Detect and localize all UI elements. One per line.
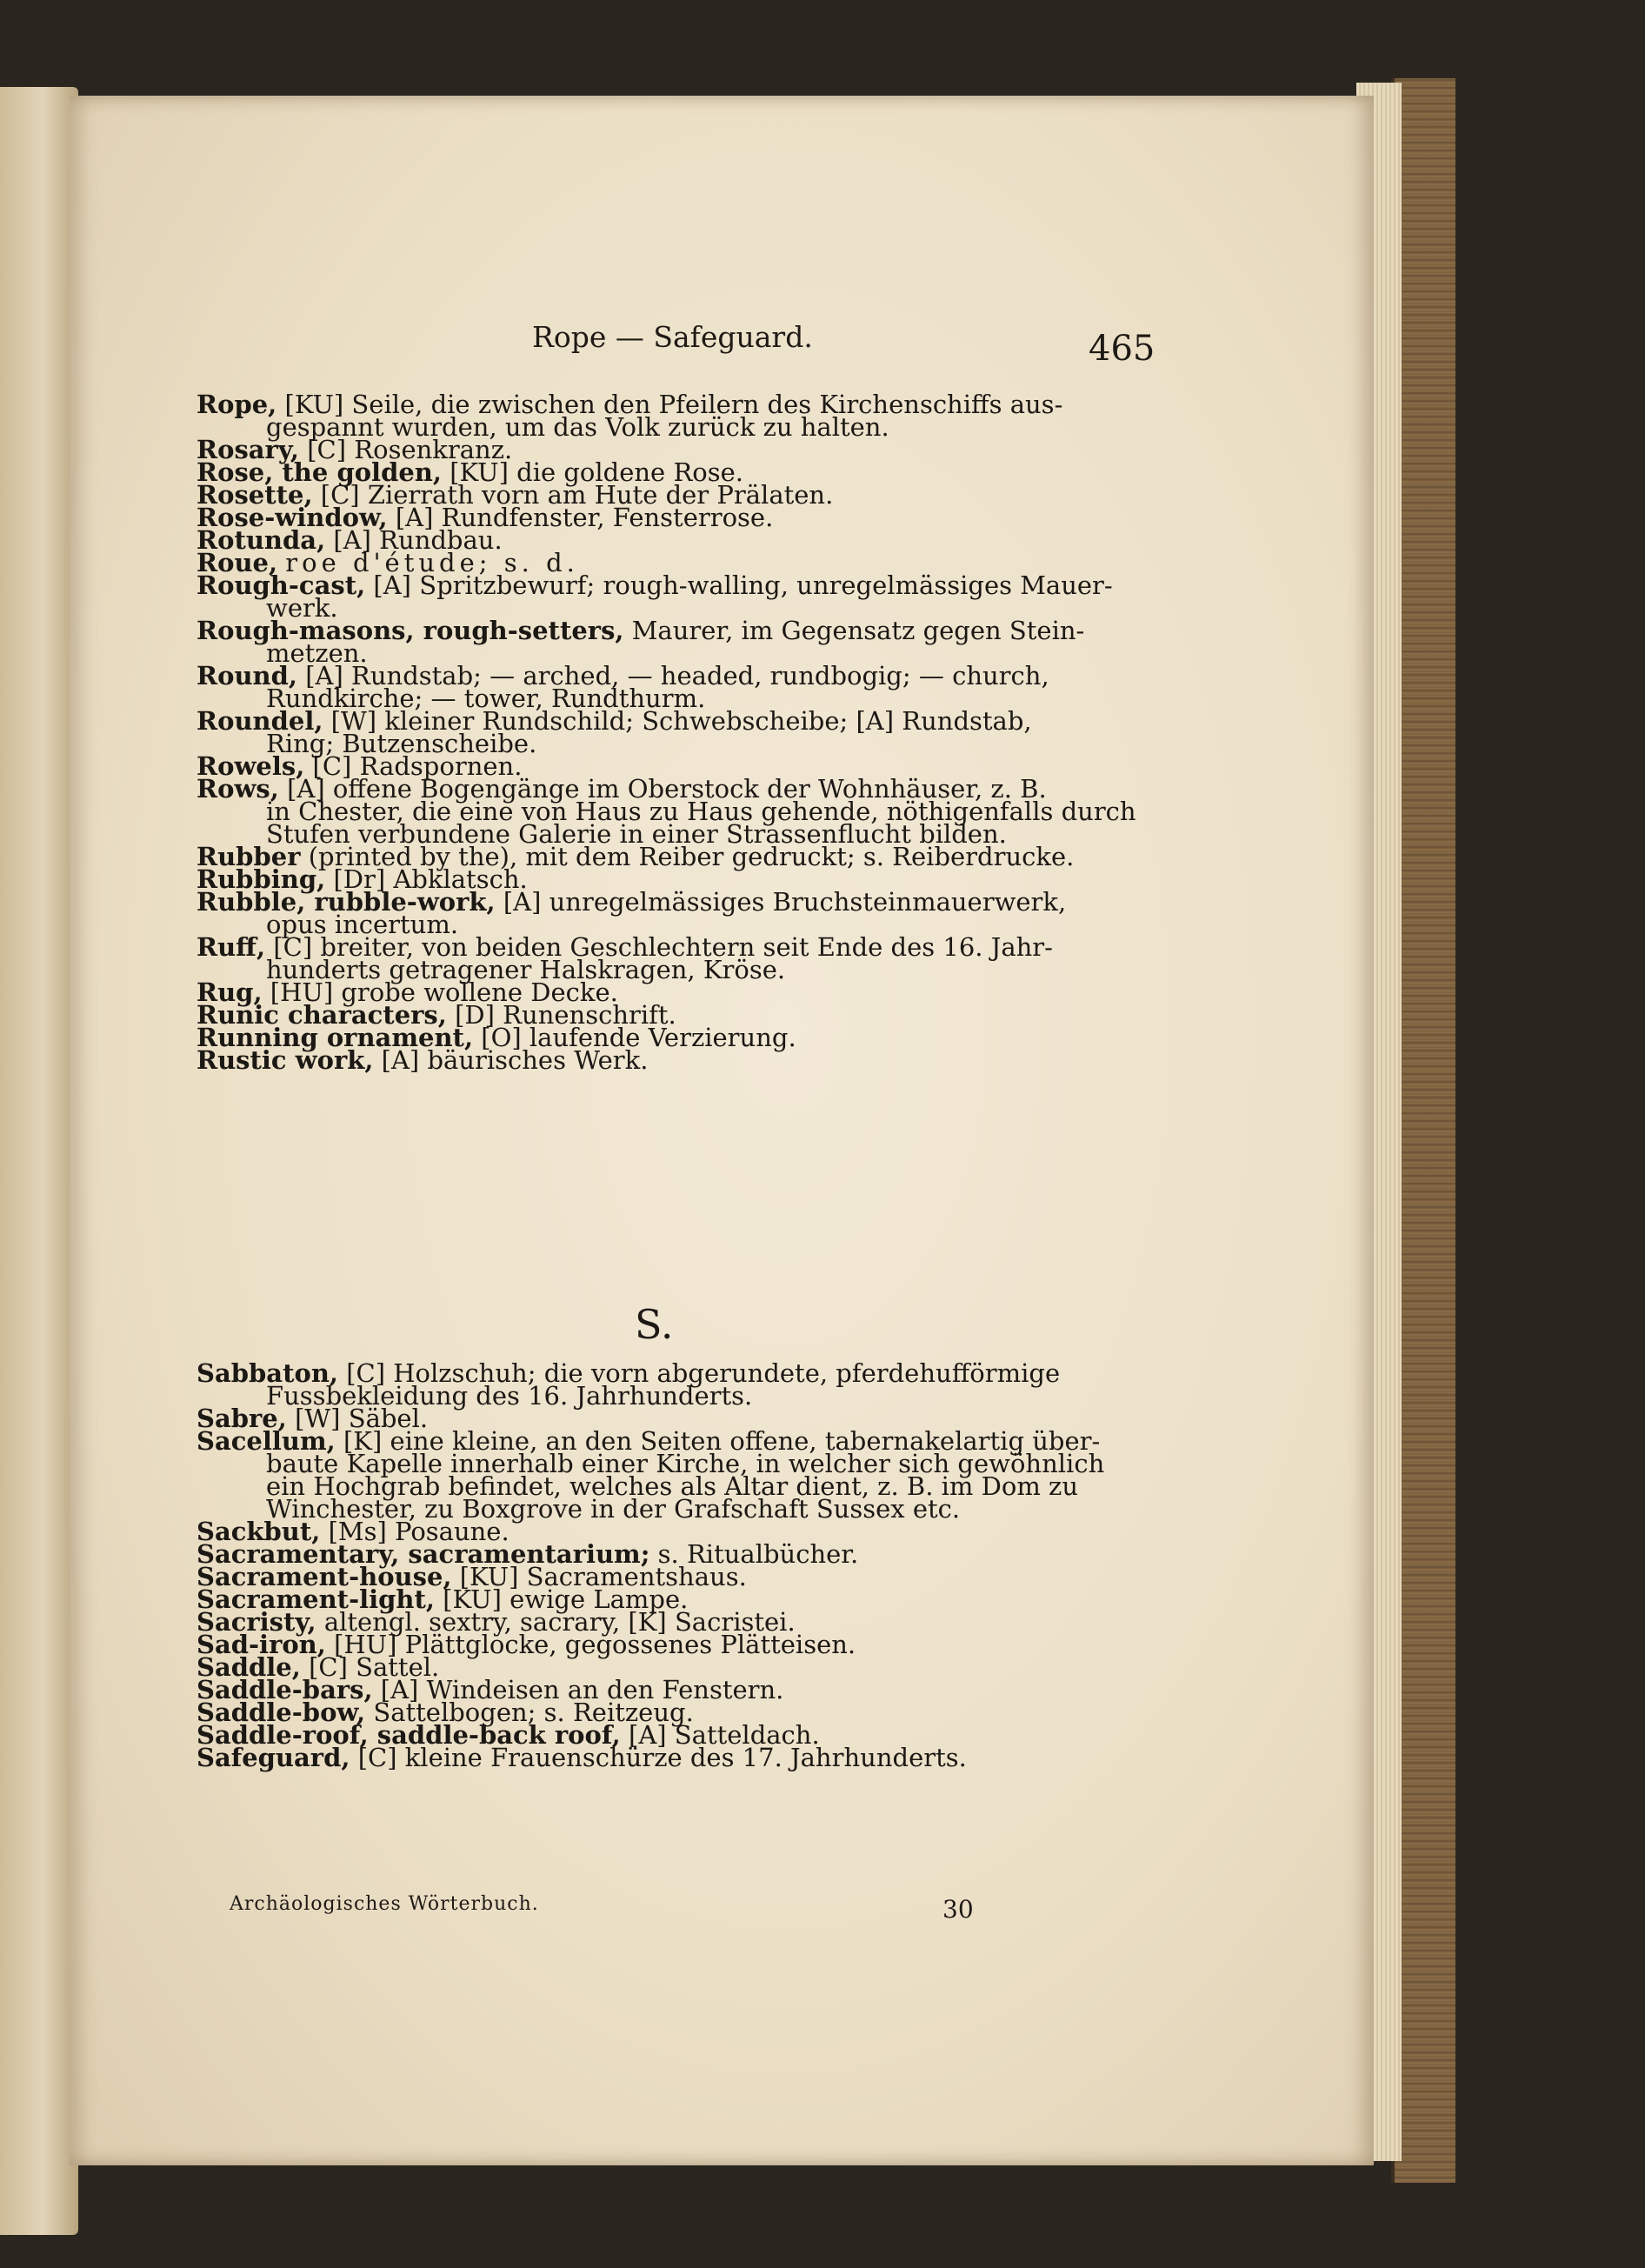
- entry-headword: Rowels,: [196, 751, 305, 781]
- entry-headword: Rose-window,: [196, 503, 388, 532]
- entry-text: baute Kapelle innerhalb einer Kirche, in welcher sich gewöhnlich: [266, 1449, 1105, 1478]
- entry-text: [KU] Sacramentshaus.: [459, 1562, 747, 1591]
- entry-headword: Rows,: [196, 774, 279, 804]
- entry-headword: Saddle-bow,: [196, 1698, 366, 1727]
- entry-text: [W] Säbel.: [295, 1404, 429, 1433]
- entry-text: [HU] grobe wollene Decke.: [270, 977, 618, 1007]
- entry-text: [A] Rundfenster, Fensterrose.: [395, 503, 774, 532]
- entry-text: Maurer, im Gegensatz gegen Stein-: [631, 616, 1085, 645]
- entry-text: opus incertum.: [266, 910, 459, 939]
- entry-headword: Rustic work,: [196, 1045, 374, 1075]
- entry-text: [A] Rundstab; — arched, — headed, rundbogig; — church,: [305, 661, 1049, 690]
- entry-text: [HU] Plättglocke, gegossenes Plätteisen.: [334, 1630, 856, 1659]
- entry-headword: Sacrament-house,: [196, 1562, 452, 1591]
- entry-text: [A] Spritzbewurf; rough-walling, unregelmässiges Mauer-: [373, 570, 1113, 600]
- entry-text: Sattelbogen; s. Reitzeug.: [373, 1698, 694, 1727]
- entry-headword: Sad-iron,: [196, 1630, 326, 1659]
- entry-text: [KU] ewige Lampe.: [443, 1584, 689, 1614]
- entry-headword: Ruff,: [196, 932, 266, 962]
- entry: [196, 570, 1136, 623]
- entry-text: Winchester, zu Boxgrove in der Grafschaft Sussex etc.: [266, 1494, 961, 1524]
- entry-headword: Sabbaton,: [196, 1358, 338, 1388]
- dictionary-entries-r: [196, 390, 1136, 1075]
- entry-text: [Dr] Abklatsch.: [333, 864, 528, 894]
- entry: [196, 706, 1136, 758]
- entry-text: [D] Runenschrift.: [455, 1000, 676, 1030]
- entry-headword: Safeguard,: [196, 1743, 350, 1772]
- entry-headword: Saddle,: [196, 1652, 301, 1682]
- entry-headword: Rubble, rubble-work,: [196, 887, 496, 917]
- entry-text: [C] Sattel.: [309, 1652, 440, 1682]
- entry-text: ein Hochgrab befindet, welches als Altar dient, z. B. im Dom zu: [266, 1471, 1079, 1501]
- entry-text: [A] Windeisen an den Fenstern.: [380, 1675, 784, 1704]
- entry-text: [A] offene Bogengänge im Oberstock der Wohnhäuser, z. B.: [287, 774, 1047, 804]
- entry-headword: Rope,: [196, 390, 277, 419]
- entry: [196, 390, 1136, 442]
- entry-headword: Roundel,: [196, 706, 323, 736]
- entry-headword: Runic characters,: [196, 1000, 447, 1030]
- entry-text: (printed by the), mit dem Reiber gedruckt; s. Reiberdrucke.: [308, 842, 1075, 871]
- entry-headword: Rosette,: [196, 480, 313, 510]
- dictionary-entries-s: [196, 1358, 1136, 1772]
- section-letter: S.: [635, 1301, 674, 1348]
- entry-text: [A] bäurisches Werk.: [381, 1045, 649, 1075]
- entry-text: in Chester, die eine von Haus zu Haus gehende, nöthigenfalls durch: [266, 797, 1136, 826]
- entry: [196, 1426, 1136, 1524]
- entry-text: Ring; Butzenscheibe.: [266, 729, 537, 758]
- entry-headword: Running ornament,: [196, 1023, 474, 1052]
- entry: [196, 661, 1136, 713]
- entry-text: [KU] die goldene Rose.: [450, 457, 743, 487]
- entry-text: [W] kleiner Rundschild; Schwebscheibe; [A] Rundstab,: [330, 706, 1032, 736]
- entry-text: [C] kleine Frauenschürze des 17. Jahrhunderts.: [357, 1743, 967, 1772]
- signature-mark: 30: [942, 1895, 974, 1924]
- entry-text: [O] laufende Verzierung.: [481, 1023, 796, 1052]
- entry-text: s. Ritualbücher.: [657, 1539, 859, 1569]
- entry-headword: Saddle-bars,: [196, 1675, 373, 1704]
- entry-headword: Roue,: [196, 548, 278, 577]
- entry-text: [C] breiter, von beiden Geschlechtern seit Ende des 16. Jahr-: [273, 932, 1053, 962]
- footer-book-title: Archäologisches Wörterbuch.: [230, 1893, 539, 1915]
- entry-text: metzen.: [266, 638, 368, 668]
- page-number: 465: [1089, 329, 1155, 369]
- entry-headword: Rough-cast,: [196, 570, 366, 600]
- entry: [196, 887, 1136, 939]
- entry-headword: Rough-masons, rough-setters,: [196, 616, 624, 645]
- entry-text: Rundkirche; — tower, Rundthurm.: [266, 684, 706, 713]
- entry: [196, 932, 1136, 984]
- entry-text: [C] Radspornen.: [312, 751, 523, 781]
- entry-headword: Sacellum,: [196, 1426, 336, 1456]
- entry-text: hunderts getragener Halskragen, Kröse.: [266, 955, 786, 984]
- entry-text: gespannt wurden, um das Volk zurück zu halten.: [266, 412, 889, 442]
- entry-text: [K] eine kleine, an den Seiten offene, tabernakelartig über-: [343, 1426, 1101, 1456]
- entry-headword: Rosary,: [196, 435, 300, 464]
- entry-headword: Rug,: [196, 977, 263, 1007]
- entry-headword: Sackbut,: [196, 1517, 321, 1546]
- entry-text: werk.: [266, 593, 338, 623]
- entry: [196, 1358, 1136, 1411]
- entry-headword: Rose, the golden,: [196, 457, 442, 487]
- entry: [196, 616, 1136, 668]
- entry-text: [A] Rundbau.: [333, 525, 503, 555]
- entry-text: [Ms] Posaune.: [328, 1517, 509, 1546]
- entry: [196, 1743, 1136, 1772]
- facing-page-edge: [0, 87, 78, 2235]
- entry-text: [C] Rosenkranz.: [307, 435, 513, 464]
- entry-text: roe d'étude; s. d.: [285, 548, 579, 577]
- entry-text: altengl. sextry, sacrary, [K] Sacristei.: [323, 1607, 796, 1637]
- entry-text: [C] Zierrath vorn am Hute der Prälaten.: [320, 480, 834, 510]
- entry-headword: Rubber: [196, 842, 301, 871]
- entry-headword: Rubbing,: [196, 864, 326, 894]
- entry-text: [KU] Seile, die zwischen den Pfeilern des Kirchenschiffs aus-: [284, 390, 1063, 419]
- entry-text: [A] Satteldach.: [629, 1720, 820, 1750]
- entry-headword: Sacristy,: [196, 1607, 316, 1637]
- entry-headword: Sacrament-light,: [196, 1584, 435, 1614]
- running-head: Rope — Safeguard.: [532, 320, 813, 354]
- entry-text: [C] Holzschuh; die vorn abgerundete, pferdehufförmige: [346, 1358, 1061, 1388]
- entry-headword: Saddle-roof, saddle-back roof,: [196, 1720, 621, 1750]
- entry-headword: Rotunda,: [196, 525, 326, 555]
- entry-text: Fussbekleidung des 16. Jahrhunderts.: [266, 1381, 753, 1411]
- entry-headword: Sabre,: [196, 1404, 287, 1433]
- entry-text: Stufen verbundene Galerie in einer Strassenflucht bilden.: [266, 819, 1007, 849]
- entry-headword: Sacramentary, sacramentarium;: [196, 1539, 650, 1569]
- entry: [196, 774, 1136, 849]
- entry-headword: Round,: [196, 661, 297, 690]
- entry-text: [A] unregelmässiges Bruchsteinmauerwerk,: [503, 887, 1067, 917]
